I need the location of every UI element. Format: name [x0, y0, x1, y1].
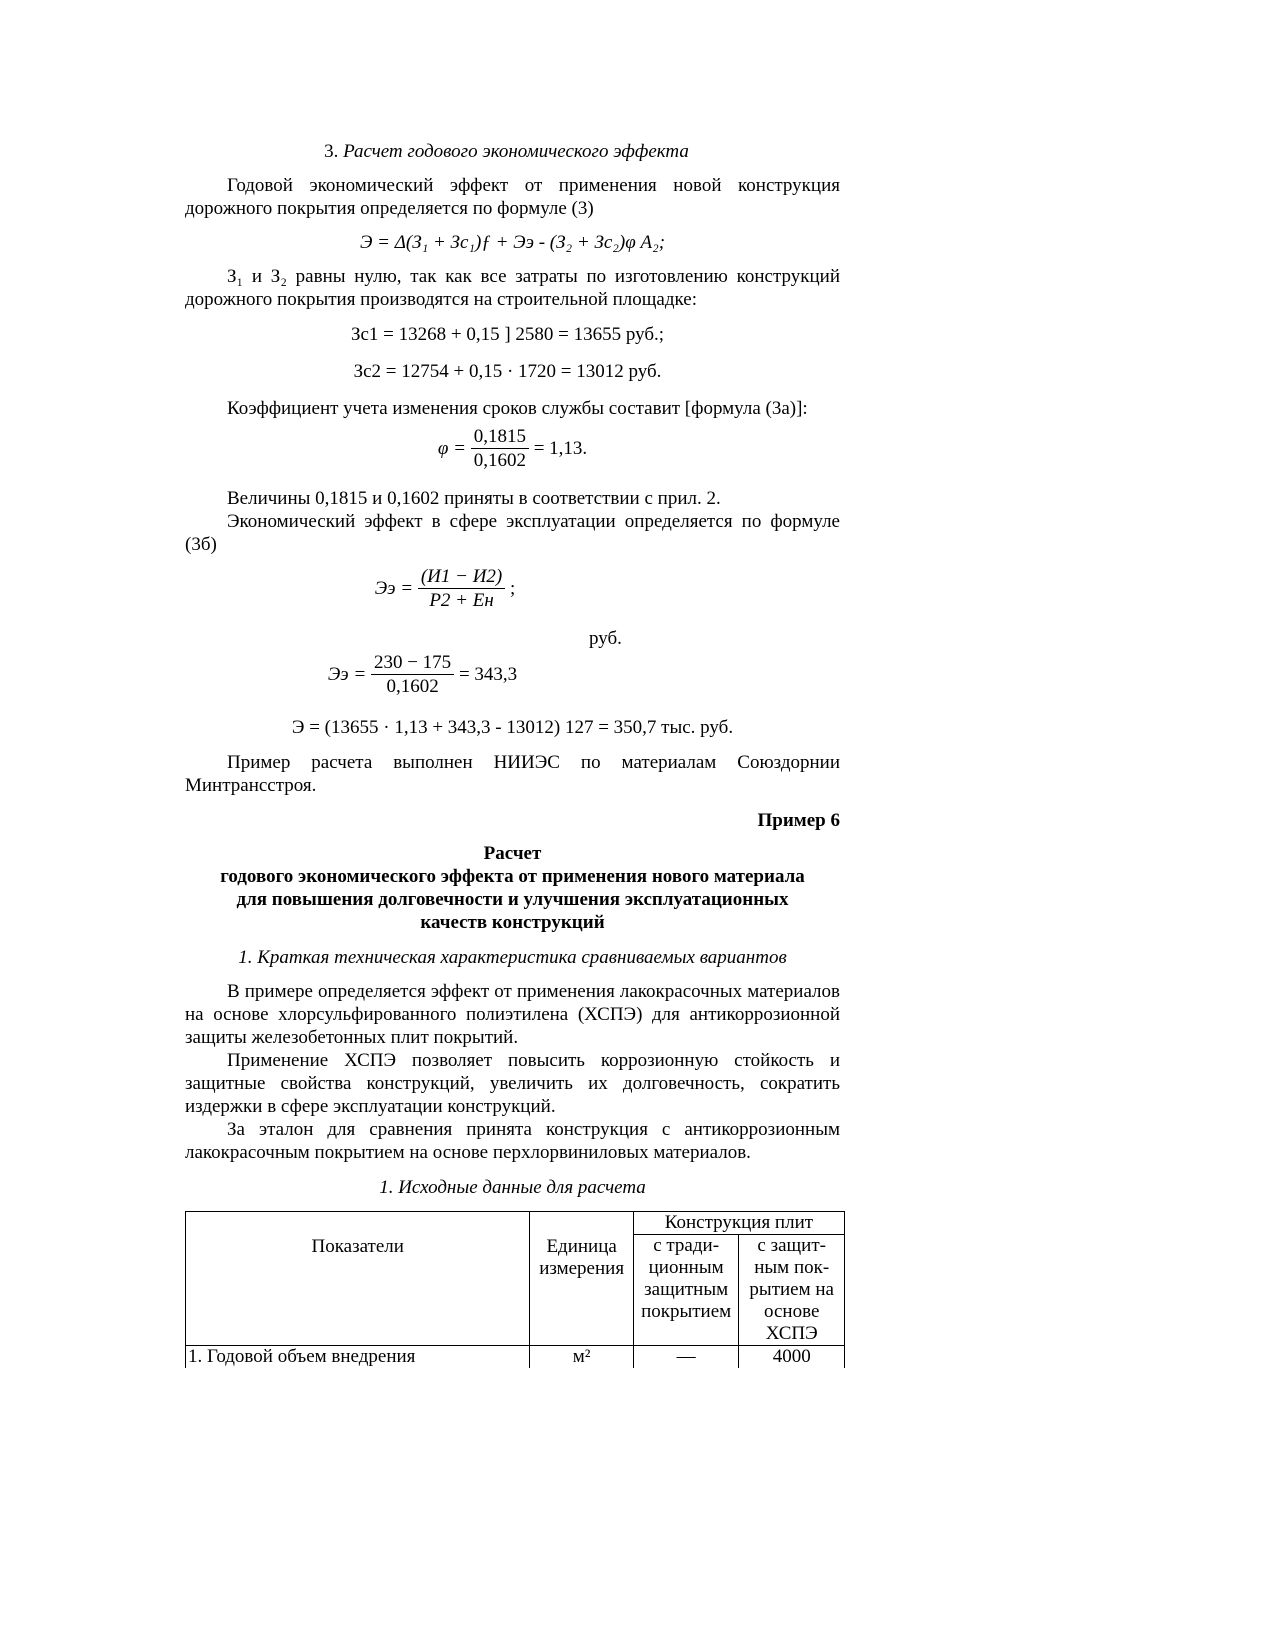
subsection1-title: 1. Краткая техническая характеристика сравниваемых вариантов — [238, 947, 787, 968]
para-effect: Экономический эффект в сфере эксплуатации определяется по формуле (3б) — [185, 511, 840, 555]
ee-calc-denominator: 0,1602 — [386, 676, 439, 697]
row1-unit: м² — [530, 1346, 633, 1369]
formula-zc2: Зс2 = 12754 + 0,15 · 1720 = 13012 руб. — [353, 361, 662, 382]
para-example-1: В примере определяется эффект от применения лакокрасочных материалов на основе хлорсульфированного полиэтилена (ХСПЭ) для антикоррозионной защиты железобетонных плит покрытий. — [185, 981, 840, 1048]
rub-label: руб. — [589, 628, 622, 649]
phi-lhs: φ = — [437, 437, 466, 459]
ee-fraction — [418, 566, 505, 613]
ee-calc-rhs: = 343,3 — [458, 663, 518, 685]
source-data-table — [185, 1211, 845, 1368]
row1-hspe: 4000 — [739, 1346, 845, 1369]
document-page — [185, 140, 840, 1368]
formula-main: Э = Δ(З₁ + Зс₁)ƒ + Ээ - (З₂ + Зс₂)φ А₂; — [359, 232, 666, 253]
para-values-source: Величины 0,1815 и 0,1602 приняты в соответствии с прил. 2. — [227, 488, 721, 509]
header-construction-group: Конструкция плит — [633, 1212, 844, 1235]
ee-calc-fraction — [371, 652, 454, 699]
ee-lhs: Ээ = — [374, 577, 414, 599]
header-traditional: с тради-ционным защитным покрытием — [633, 1235, 739, 1346]
header-indicators: Показатели — [186, 1212, 530, 1346]
para-example-source: Пример расчета выполнен НИИЭС по материалам Союздорнии Минтрансстроя. — [185, 752, 840, 796]
ee-denominator: Р2 + Ен — [429, 590, 494, 611]
formula-phi — [185, 426, 840, 473]
ee-numerator: (И1 − И2) — [418, 566, 505, 589]
para-example-3: За эталон для сравнения принята конструкция с антикоррозионным лакокрасочным покрытием на основе перхлорвиниловых материалов. — [185, 1119, 840, 1163]
para-zero-costs: З₁ и З₂ равны нулю, так как все затраты по изготовлению конструкций дорожного покрытия производятся на строительной площадке: — [185, 266, 840, 310]
example-title-line-4: качеств конструкций — [420, 912, 605, 933]
row1-name: 1. Годовой объем внедрения — [186, 1346, 530, 1369]
formula-ee-calc — [185, 652, 840, 699]
formula-ee — [185, 566, 840, 613]
header-hspe: с защит-ным пок-рытием на основе ХСПЭ — [739, 1235, 845, 1346]
row1-traditional: — — [633, 1346, 739, 1369]
table-row — [186, 1346, 845, 1369]
example-title-line-3: для повышения долговечности и улучшения эксплуатационных — [236, 889, 789, 910]
phi-denominator: 0,1602 — [473, 450, 526, 471]
ee-rhs: ; — [510, 577, 516, 599]
example-label: Пример 6 — [757, 810, 840, 831]
ee-calc-lhs: Ээ = — [327, 663, 367, 685]
para-coefficient: Коэффициент учета изменения сроков службы составит [формула (3а)]: — [227, 398, 808, 419]
para-example-2: Применение ХСПЭ позволяет повысить коррозионную стойкость и защитные свойства конструкций, увеличить их долговечность, сократить издержки в сфере эксплуатации конструкций. — [185, 1050, 840, 1117]
ee-calc-numerator: 230 − 175 — [371, 652, 454, 675]
example-title-line-2: годового экономического эффекта от применения нового материала — [220, 866, 805, 887]
phi-numerator: 0,1815 — [471, 426, 529, 449]
para-intro: Годовой экономический эффект от применения новой конструкция дорожного покрытия определяется по формуле (3) — [185, 175, 840, 219]
header-unit: Единица измерения — [530, 1212, 633, 1346]
section3-title: 3. Расчет годового экономического эффекта — [324, 141, 689, 162]
formula-zc1: Зс1 = 13268 + 0,15 ] 2580 = 13655 руб.; — [350, 324, 665, 345]
table-title: 1. Исходные данные для расчета — [379, 1177, 646, 1198]
phi-fraction — [471, 426, 529, 473]
phi-rhs: = 1,13. — [533, 437, 588, 459]
example-title — [185, 842, 840, 934]
formula-total: Э = (13655 · 1,13 + 343,3 - 13012) 127 = 350,7 тыс. руб. — [291, 717, 734, 738]
example-title-line-1: Расчет — [483, 843, 542, 864]
table-header-row — [186, 1212, 845, 1235]
